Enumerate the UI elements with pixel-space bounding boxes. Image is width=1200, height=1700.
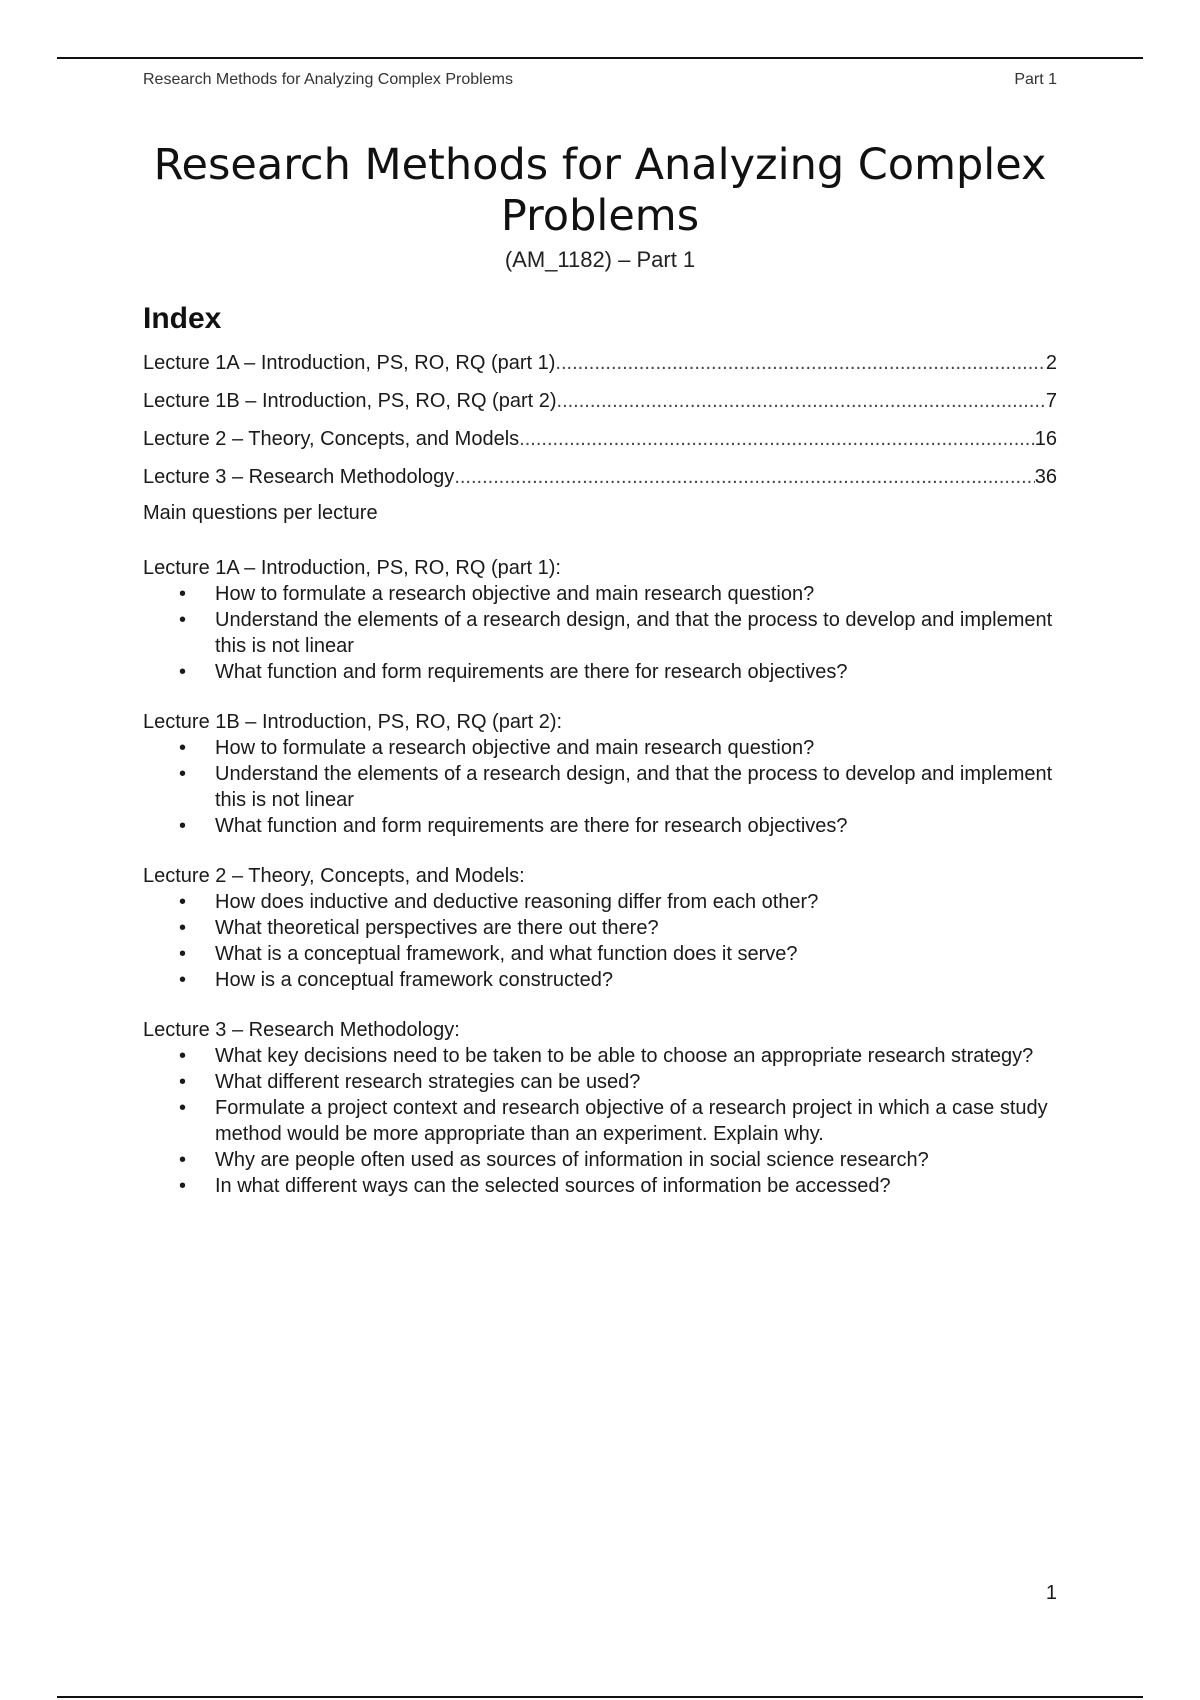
question-item: • How to formulate a research objective and main research question? [215,581,1057,607]
lecture-title: Lecture 1A – Introduction, PS, RO, RQ (part 1): [143,557,561,579]
toc-leader-dots [557,390,1046,413]
toc-entry-page: 2 [1045,352,1057,374]
toc-leader-dots [454,466,1034,489]
toc-entry[interactable] [143,428,1057,466]
table-of-contents [143,352,1057,504]
question-list [143,1043,1057,1199]
toc-leader-dots [519,428,1035,451]
lecture-title: Lecture 3 – Research Methodology: [143,1019,460,1041]
question-item: • In what different ways can the selected sources of information be accessed? [215,1173,1057,1199]
main-questions-label: Main questions per lecture [143,502,378,524]
lecture-section [143,863,1057,993]
question-list [143,581,1057,685]
toc-leader-dots [555,352,1045,375]
part-label: Part 1 [1014,71,1057,88]
lecture-section [143,709,1057,839]
document-subtitle: (AM_1182) – Part 1 [504,247,696,272]
header-rule [57,57,1143,59]
toc-entry-page: 36 [1034,466,1057,488]
question-item: • What different research strategies can be used? [215,1069,1057,1095]
question-item: • What theoretical perspectives are there out there? [215,915,1057,941]
question-item: • What is a conceptual framework, and what function does it serve? [215,941,1057,967]
lecture-title: Lecture 1B – Introduction, PS, RO, RQ (part 2): [143,711,563,733]
toc-entry-label: Lecture 1A – Introduction, PS, RO, RQ (part 1) [143,352,556,374]
lecture-questions [143,555,1057,1223]
lecture-section [143,1017,1057,1199]
lecture-title: Lecture 2 – Theory, Concepts, and Models: [143,865,525,887]
question-item: • Understand the elements of a research design, and that the process to develop and implement this is not linear [215,761,1057,813]
question-item: • What key decisions need to be taken to be able to choose an appropriate research strategy? [215,1043,1057,1069]
question-item: • How to formulate a research objective and main research question? [215,735,1057,761]
question-item: • What function and form requirements are there for research objectives? [215,659,1057,685]
toc-entry-label: Lecture 1B – Introduction, PS, RO, RQ (part 2) [143,390,557,412]
toc-entry[interactable] [143,390,1057,428]
question-list [143,735,1057,839]
lecture-section [143,555,1057,685]
index-heading: Index [143,302,222,335]
question-item: • How is a conceptual framework constructed? [215,967,1057,993]
question-item: • What function and form requirements are there for research objectives? [215,813,1057,839]
running-header [143,71,1057,89]
toc-entry-label: Lecture 2 – Theory, Concepts, and Models [143,428,520,450]
toc-entry-label: Lecture 3 – Research Methodology [143,466,455,488]
toc-entry-page: 7 [1045,390,1057,412]
footer-rule [57,1696,1143,1698]
question-item: • Formulate a project context and research objective of a research project in which a case study method would be more appropriate than an experiment. Explain why. [215,1095,1057,1147]
question-item: • How does inductive and deductive reasoning differ from each other? [215,889,1057,915]
question-item: • Why are people often used as sources of information in social science research? [215,1147,1057,1173]
document-title: Research Methods for Analyzing Complex Problems [153,140,1047,241]
toc-entry[interactable] [143,352,1057,390]
question-item: • Understand the elements of a research design, and that the process to develop and implement this is not linear [215,607,1057,659]
title-block [143,140,1057,273]
page-number: 1 [1045,1582,1057,1604]
running-title: Research Methods for Analyzing Complex Problems [143,71,513,88]
toc-entry[interactable] [143,466,1057,504]
toc-entry-page: 16 [1034,428,1057,450]
question-list [143,889,1057,993]
